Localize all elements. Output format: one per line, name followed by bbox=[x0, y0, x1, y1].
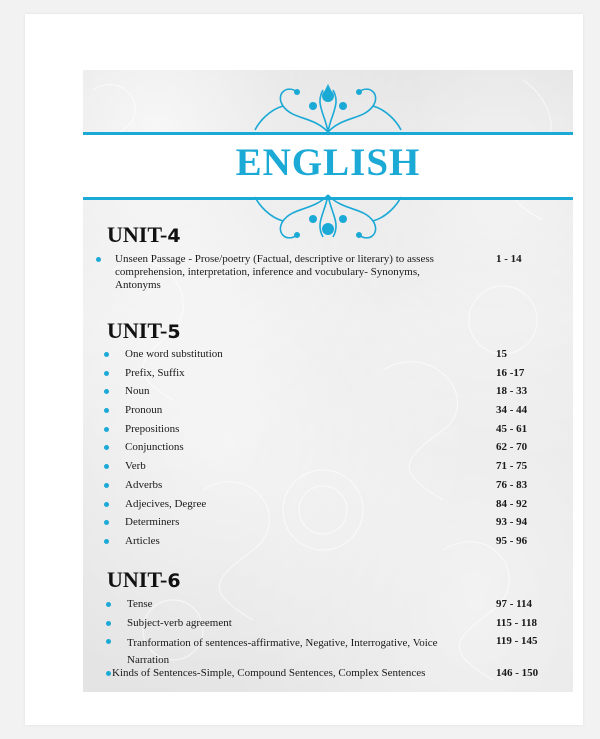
bullet-icon bbox=[104, 520, 109, 525]
floral-ornament-bottom-icon bbox=[253, 193, 403, 245]
list-item bbox=[83, 423, 573, 442]
list-item-pages: 76 - 83 bbox=[496, 478, 528, 491]
list-item-topic: Prefix, Suffix bbox=[125, 366, 185, 379]
unit-heading: UNIT-4 bbox=[107, 222, 181, 247]
bullet-icon bbox=[104, 352, 109, 357]
bullet-icon bbox=[104, 427, 109, 432]
list-item bbox=[83, 367, 573, 386]
list-item-pages: 95 - 96 bbox=[496, 534, 528, 547]
list-item-topic: Tranformation of sentences-affirmative, Negative, Interrogative, Voice Narration bbox=[127, 637, 438, 666]
list-item bbox=[83, 667, 573, 685]
floral-ornament-top-icon bbox=[253, 76, 403, 134]
list-item bbox=[83, 253, 573, 297]
list-item-topic: Pronoun bbox=[125, 404, 163, 417]
list-item-pages: 1 - 14 bbox=[496, 253, 522, 265]
unit-heading: UNIT-6 bbox=[107, 567, 181, 592]
list-item-pages: 115 - 118 bbox=[496, 616, 537, 629]
bullet-icon bbox=[104, 445, 109, 450]
list-item bbox=[83, 498, 573, 517]
list-item-topic: Kinds of Sentences-Simple, Compound Sentences, Complex Sentences bbox=[112, 667, 426, 679]
unit-5-list bbox=[83, 348, 573, 554]
bullet-icon bbox=[96, 257, 101, 262]
list-item bbox=[83, 617, 573, 636]
bullet-icon bbox=[106, 602, 111, 607]
list-item-topic: Tense bbox=[127, 598, 153, 610]
list-item-topic: Conjunctions bbox=[125, 441, 184, 454]
bullet-icon bbox=[106, 621, 111, 626]
list-item-topic: Noun bbox=[125, 385, 150, 398]
bullet-icon bbox=[104, 371, 109, 376]
list-item bbox=[83, 598, 573, 617]
list-item bbox=[83, 635, 573, 667]
list-item bbox=[83, 441, 573, 460]
list-item-topic: Determiners bbox=[125, 516, 180, 529]
list-item bbox=[83, 535, 573, 554]
page-title: ENGLISH bbox=[235, 141, 421, 184]
list-item-pages: 84 - 92 bbox=[496, 497, 528, 510]
list-item-topic: Unseen Passage - Prose/poetry (Factual, descriptive or literary) to assess comprehension, interpretation, inference and vocubulary- Synonyms, Antonyms bbox=[115, 253, 434, 291]
list-item-pages: 45 - 61 bbox=[496, 422, 528, 435]
list-item bbox=[83, 516, 573, 535]
list-item-pages: 62 - 70 bbox=[496, 441, 528, 454]
list-item-topic: Adverbs bbox=[125, 478, 163, 491]
list-item-topic: Subject-verb agreement bbox=[127, 616, 232, 629]
list-item-topic: Verb bbox=[125, 460, 146, 473]
unit-4-list bbox=[83, 253, 573, 297]
list-item-topic: Articles bbox=[125, 534, 160, 547]
list-item-pages: 97 - 114 bbox=[496, 598, 533, 610]
bullet-icon bbox=[104, 408, 109, 413]
list-item-pages: 34 - 44 bbox=[496, 404, 528, 417]
page-sheet bbox=[25, 14, 583, 725]
list-item-pages: 119 - 145 bbox=[496, 635, 538, 647]
contents-page bbox=[83, 70, 573, 692]
list-item-pages: 15 bbox=[496, 348, 507, 360]
bullet-icon bbox=[104, 502, 109, 507]
list-item bbox=[83, 460, 573, 479]
bullet-icon bbox=[104, 464, 109, 469]
list-item-topic: Adjecives, Degree bbox=[125, 497, 207, 510]
list-item bbox=[83, 404, 573, 423]
bullet-icon bbox=[104, 483, 109, 488]
list-item bbox=[83, 385, 573, 404]
list-item-topic: One word substitution bbox=[125, 348, 223, 360]
unit-heading: UNIT-5 bbox=[107, 318, 181, 343]
list-item-topic: Prepositions bbox=[125, 422, 180, 435]
list-item-pages: 93 - 94 bbox=[496, 516, 528, 529]
list-item-pages: 16 -17 bbox=[496, 366, 525, 379]
bullet-icon bbox=[106, 671, 111, 676]
list-item bbox=[83, 479, 573, 498]
list-item bbox=[83, 348, 573, 367]
list-item-pages: 71 - 75 bbox=[496, 460, 528, 473]
list-item-pages: 18 - 33 bbox=[496, 385, 528, 398]
bullet-icon bbox=[104, 389, 109, 394]
unit-6-list bbox=[83, 598, 573, 685]
list-item-pages: 146 - 150 bbox=[496, 667, 539, 679]
bullet-icon bbox=[106, 639, 111, 644]
bullet-icon bbox=[104, 539, 109, 544]
